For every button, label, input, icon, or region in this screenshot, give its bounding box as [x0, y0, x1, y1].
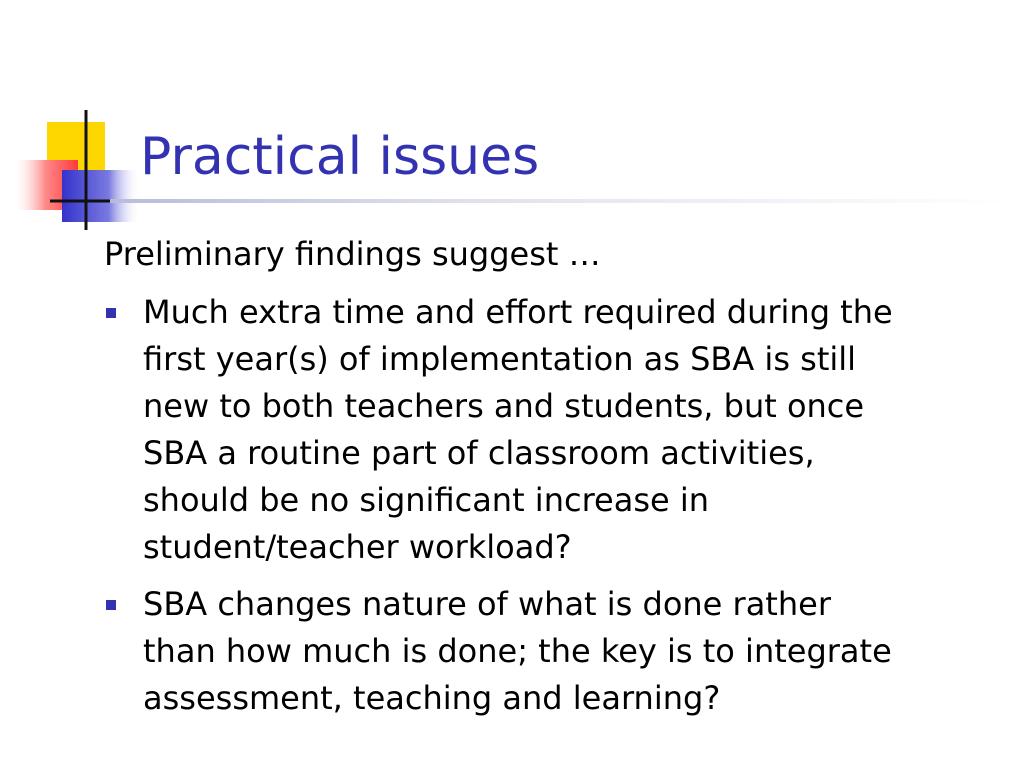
bullet-line: should be no significant increase in — [143, 481, 710, 519]
bullet-item — [104, 289, 984, 571]
bullet-line: Much extra time and effort required during the — [143, 293, 893, 331]
bullet-line: SBA changes nature of what is done rather — [143, 585, 831, 623]
bullet-line: first year(s) of implementation as SBA is still — [143, 340, 857, 378]
bullet-line: SBA a routine part of classroom activities, — [143, 434, 815, 472]
bullet-square-icon — [106, 308, 116, 318]
bullet-line: student/teacher workload? — [143, 528, 572, 566]
logo-blue-square — [62, 170, 140, 222]
bullet-square-icon — [106, 600, 116, 610]
title-underline — [110, 199, 1010, 203]
bullet-line: assessment, teaching and learning? — [143, 679, 721, 717]
intro-text: Preliminary findings suggest … — [104, 235, 601, 273]
bullet-list — [104, 289, 984, 732]
decorative-logo-icon — [0, 0, 150, 240]
slide-title: Practical issues — [140, 127, 540, 187]
bullet-item — [104, 581, 984, 722]
bullet-line: than how much is done; the key is to integrate — [143, 632, 892, 670]
bullet-line: new to both teachers and students, but once — [143, 387, 865, 425]
